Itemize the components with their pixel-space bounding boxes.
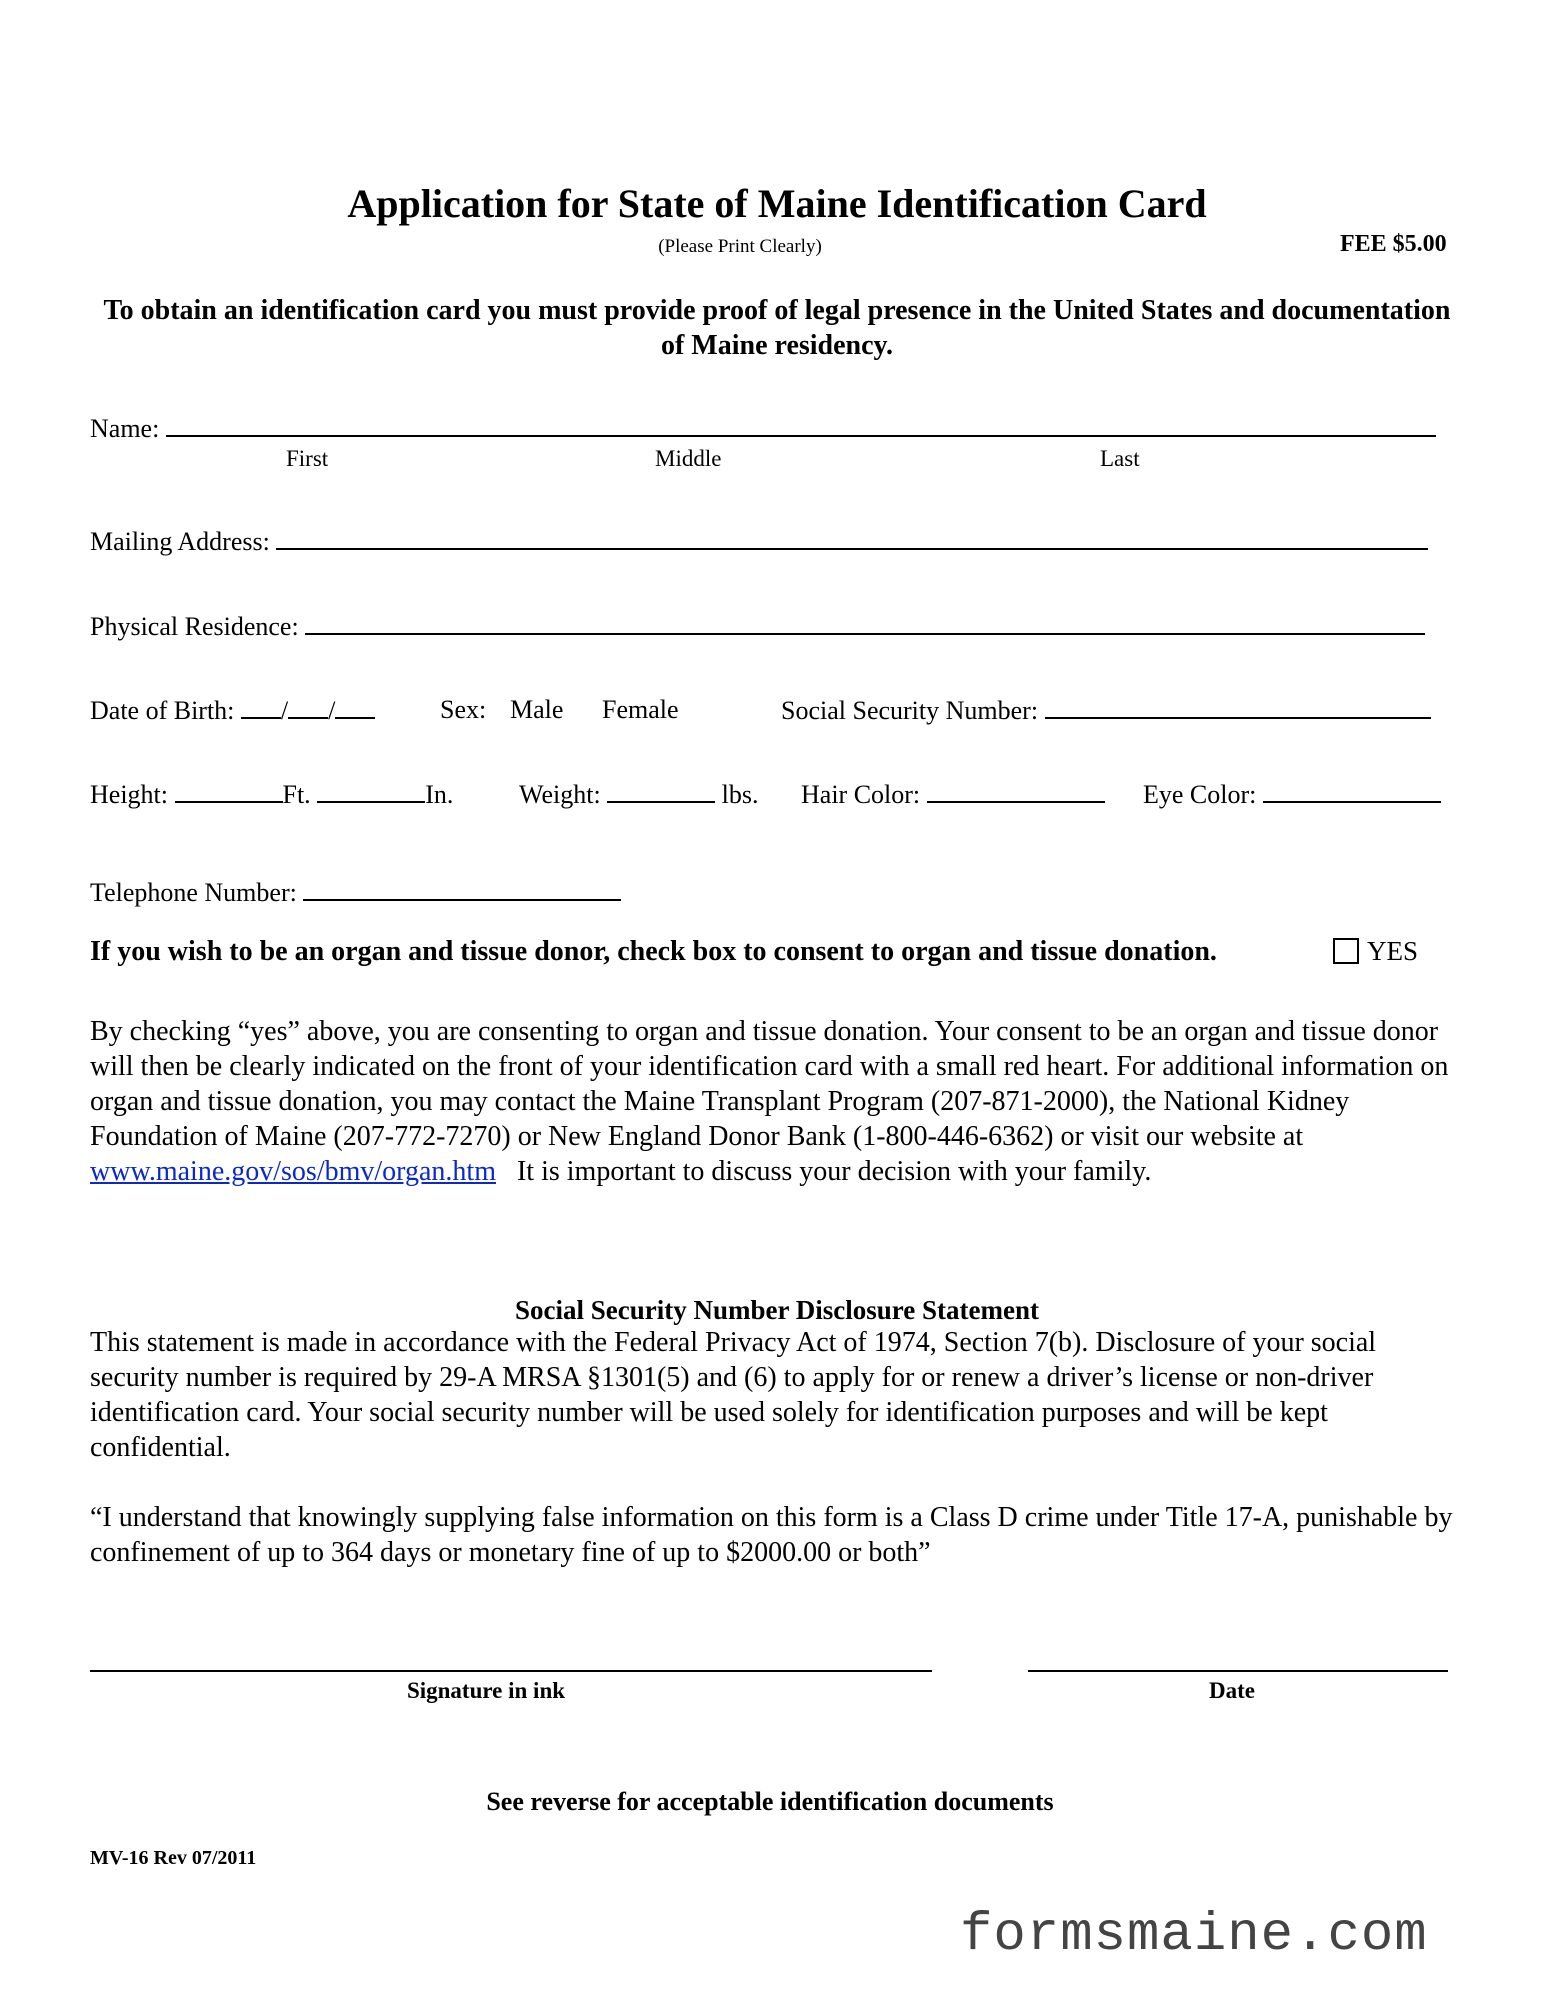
height-in-field[interactable] xyxy=(317,779,425,803)
weight-field[interactable] xyxy=(607,779,715,803)
watermark-text: formsmaine.com xyxy=(960,1905,1428,1966)
dob-label: Date of Birth: xyxy=(90,696,235,725)
form-subtitle: (Please Print Clearly) xyxy=(658,236,822,257)
declaration-text: “I understand that knowingly supplying false information on this form is a Class D crime under Title 17-A, punishable by confinement of up to 364 days or monetary fine of up to $2000.00 or both” xyxy=(90,1502,1453,1568)
height-ft-field[interactable] xyxy=(175,779,283,803)
physical-residence-label: Physical Residence: xyxy=(90,612,299,641)
name-first-caption: First xyxy=(286,446,329,471)
name-row xyxy=(90,413,1436,444)
donor-prompt: If you wish to be an organ and tissue donor, check box to consent to organ and tissue donation. xyxy=(90,936,1217,967)
organ-donor-link[interactable]: www.maine.gov/sos/bmv/organ.htm xyxy=(90,1156,496,1187)
physical-row xyxy=(90,611,1425,642)
ssn-row xyxy=(781,695,1431,726)
name-last-caption: Last xyxy=(1100,446,1140,471)
donor-checkbox[interactable] xyxy=(1333,938,1359,964)
telephone-label: Telephone Number: xyxy=(90,878,297,907)
fee-label: FEE $5.00 xyxy=(1340,231,1447,257)
ssn-label: Social Security Number: xyxy=(781,696,1039,725)
donor-yes-label: YES xyxy=(1367,936,1419,966)
hair-color-field[interactable] xyxy=(927,779,1105,803)
date-label: Date xyxy=(1209,1678,1255,1703)
ssn-disclosure-title: Social Security Number Disclosure Statement xyxy=(515,1295,1039,1325)
height-row xyxy=(90,779,453,810)
signature-line[interactable] xyxy=(90,1670,932,1672)
telephone-field[interactable] xyxy=(303,877,621,901)
physical-residence-field[interactable] xyxy=(305,611,1425,635)
ssn-field[interactable] xyxy=(1045,695,1431,719)
signature-label: Signature in ink xyxy=(406,1678,566,1703)
height-label: Height: xyxy=(90,780,168,809)
phone-row xyxy=(90,877,621,908)
weight-unit: lbs. xyxy=(721,780,759,809)
form-id: MV-16 Rev 07/2011 xyxy=(90,1847,257,1869)
eye-color-label: Eye Color: xyxy=(1143,780,1257,809)
name-middle-caption: Middle xyxy=(655,446,722,471)
weight-row xyxy=(519,779,759,810)
name-label: Name: xyxy=(90,414,160,443)
eye-row xyxy=(1143,779,1441,810)
form-title: Application for State of Maine Identification Card xyxy=(347,181,1207,226)
intro-text: To obtain an identification card you must provide proof of legal presence in the United States and documentation of Maine residency. xyxy=(103,295,1451,361)
name-field[interactable] xyxy=(166,413,1436,437)
height-in-unit: In. xyxy=(425,780,454,809)
mailing-address-field[interactable] xyxy=(276,526,1428,550)
hair-row xyxy=(801,779,1105,810)
dob-day-field[interactable] xyxy=(288,695,328,719)
mailing-row xyxy=(90,526,1428,557)
donor-info-paragraph: By checking “yes” above, you are consenting to organ and tissue donation. Your consent to be an organ and tissue donor will then be clearly indicated on the front of your identification card with a small red heart. For additional information on organ and tissue donation, you may contact the Maine Transplant Program (207-871-2000), the National Kidney Foundation of Maine (207-772-7270) or New England Donor Bank (1-800-446-6362) or visit our website at www.maine.gov/sos/bmv/organ.htm It is important to discuss your decision with your family. xyxy=(90,1016,1449,1187)
sex-label: Sex: xyxy=(440,695,487,724)
weight-label: Weight: xyxy=(519,780,601,809)
height-ft-unit: Ft. xyxy=(282,780,311,809)
ssn-disclosure-body: This statement is made in accordance with the Federal Privacy Act of 1974, Section 7(b). Disclosure of your social security number is required by 29-A MRSA §1301(5) and (6) to apply for or renew a driver’s license or non-driver identification card. Your social security number will be used solely for identification purposes and will be kept confidential. xyxy=(90,1327,1377,1463)
date-line[interactable] xyxy=(1028,1670,1448,1672)
reverse-note: See reverse for acceptable identification documents xyxy=(486,1787,1054,1816)
eye-color-field[interactable] xyxy=(1263,779,1441,803)
sex-female-option[interactable]: Female xyxy=(602,695,679,724)
sex-male-option[interactable]: Male xyxy=(510,695,564,724)
dob-month-field[interactable] xyxy=(241,695,281,719)
dob-row: Date of Birth: / / xyxy=(90,695,375,726)
hair-color-label: Hair Color: xyxy=(801,780,921,809)
dob-year-field[interactable] xyxy=(335,695,375,719)
mailing-address-label: Mailing Address: xyxy=(90,527,270,556)
donor-yes-option[interactable] xyxy=(1333,936,1418,967)
